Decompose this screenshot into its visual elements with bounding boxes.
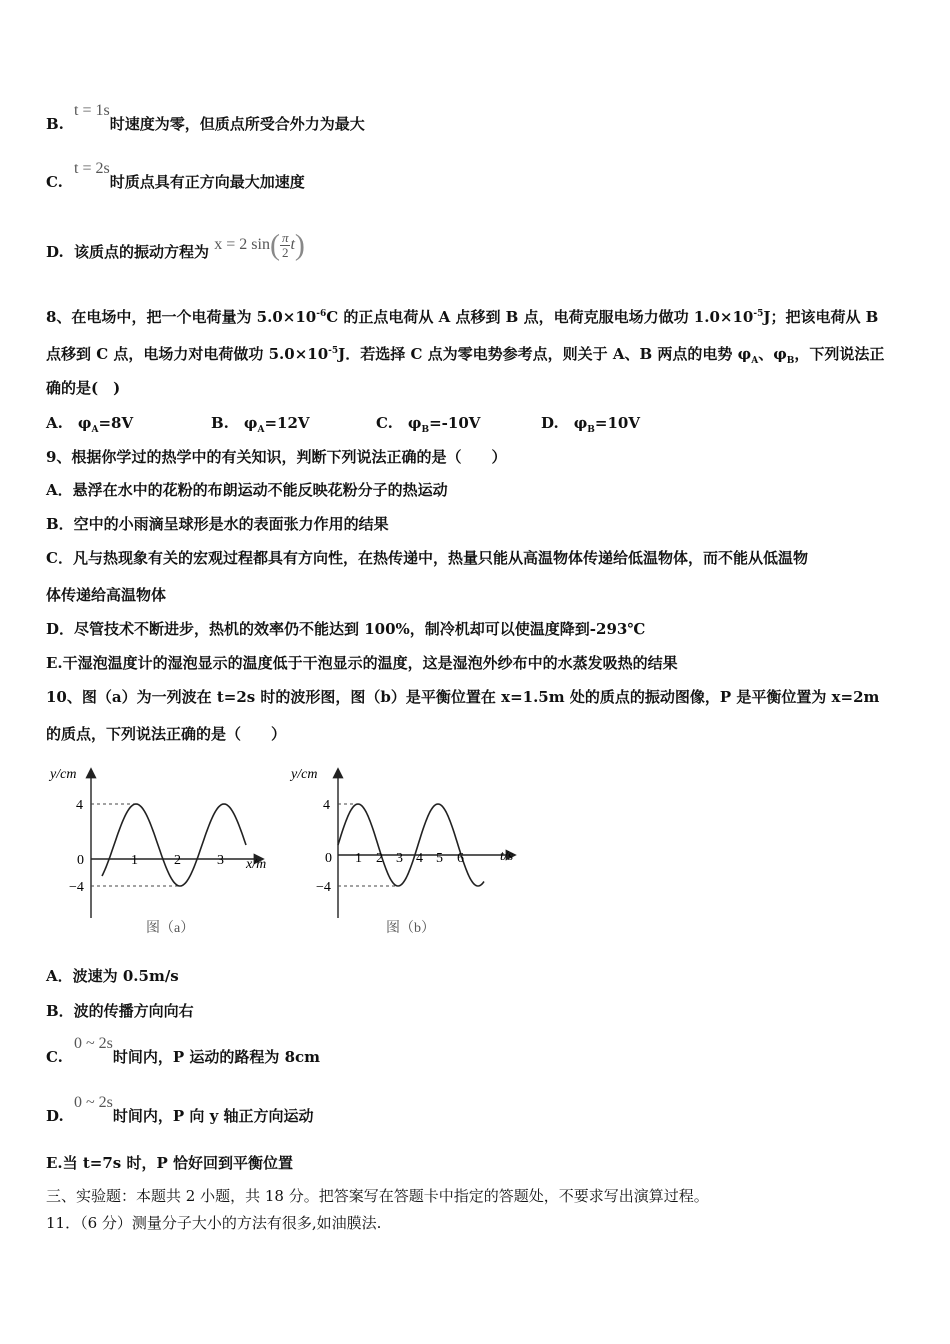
option-text: 时速度为零，但质点所受合外力为最大	[109, 115, 365, 133]
option-text: 该质点的振动方程为	[74, 243, 210, 261]
fig-b-origin: 0	[325, 851, 332, 866]
math-expression: x = 2 sin( $\frac{\pi}{2}$ t)	[214, 228, 305, 262]
fig-b-tick: 5	[436, 851, 443, 866]
q11-stem: 11．（6 分）测量分子大小的方法有很多,如油膜法.	[46, 1214, 382, 1232]
fig-b-tick: 4	[416, 851, 423, 866]
fig-a-tick: 2	[174, 853, 181, 868]
math-expression: t = 2s	[74, 160, 110, 177]
fig-b-ymax: 4	[323, 798, 330, 813]
q10-stem-line1: 10、图（a）为一列波在 t=2s 时的波形图，图（b）是平衡位置在 x=1.5m 处的质点的振动图像，P 是平衡位置为 x=2m	[46, 688, 880, 706]
fig-b-tick: 2	[376, 851, 383, 866]
option-text: 时质点具有正方向最大加速度	[109, 173, 305, 191]
q10-figures	[46, 758, 536, 952]
q9-option-b: B．空中的小雨滴呈球形是水的表面张力作用的结果	[46, 515, 389, 533]
wave-b-curve	[338, 804, 484, 886]
wave-a-curve	[102, 804, 246, 886]
fig-a-caption: 图（a）	[146, 921, 195, 936]
figure-b	[289, 767, 514, 936]
q9-option-a: A．悬浮在水中的花粉的布朗运动不能反映花粉分子的热运动	[46, 481, 448, 499]
q10-option-e: E.当 t=7s 时，P 恰好回到平衡位置	[46, 1154, 293, 1172]
fig-a-origin: 0	[77, 853, 84, 868]
fig-b-xlabel: t/s	[500, 849, 514, 864]
fig-b-tick: 6	[457, 851, 464, 866]
fig-a-tick: 1	[131, 853, 138, 868]
q9-option-c-line2: 体传递给高温物体	[46, 586, 167, 604]
fig-b-caption: 图（b）	[386, 921, 435, 936]
q8-option-c: C. $\varphi_B=-10V$	[376, 414, 481, 435]
math-expression: t = 1s	[74, 102, 110, 119]
q7-option-c	[46, 160, 305, 193]
fig-a-ymin: −4	[69, 880, 84, 895]
fig-a-ylabel: y/cm	[50, 767, 77, 782]
q7-option-b	[46, 102, 365, 135]
fig-a-ymax: 4	[76, 798, 83, 813]
q10-option-b: B．波的传播方向向右	[46, 1002, 194, 1020]
math-expression: 0 ~ 2s	[74, 1035, 113, 1052]
option-letter: D.	[46, 243, 64, 261]
fig-b-ylabel: y/cm	[291, 767, 318, 782]
q9-option-d: D．尽管技术不断进步，热机的效率仍不能达到 100%，制冷机却可以使温度降到-293℃	[46, 620, 646, 638]
section-3-heading: 三、实验题：本题共 2 小题，共 18 分。把答案写在答题卡中指定的答题处，不要求写出演算过程。	[46, 1187, 709, 1205]
option-letter: B.	[46, 115, 64, 133]
q9-option-c-line1: C．凡与热现象有关的宏观过程都具有方向性，在热传递中，热量只能从高温物体传递给低温物体，而不能从低温物	[46, 549, 808, 567]
q9-option-e: E.干湿泡温度计的湿泡显示的温度低于干泡显示的温度，这是湿泡外纱布中的水蒸发吸热的结果	[46, 654, 678, 672]
q8-stem-line3: 确的是( )	[46, 379, 121, 397]
q8-option-b: B. $\varphi_A=12V$	[211, 414, 310, 435]
q8-stem-line2: 点移到 C 点，电场力对电荷做功 $5.0\times 10^{-5}J$．若选择 C 点为零电势参考点，则关于 A、B 两点的电势 $\varphi_A$、$\varphi_B$，下列说法正	[46, 345, 885, 366]
q8-option-a: A. $\varphi_A=8V$	[46, 414, 134, 435]
q10-option-a: A．波速为 0.5m/s	[46, 967, 179, 985]
q10-option-c: C.0 ~ 2s时间内，P 运动的路程为 8cm	[46, 1035, 321, 1066]
q10-stem-line2: 的质点，下列说法正确的是（ ）	[46, 725, 287, 743]
fig-a-xlabel: x/m	[246, 857, 267, 872]
fig-b-ymin: −4	[316, 880, 331, 895]
q9-stem: 9、根据你学过的热学中的有关知识，判断下列说法正确的是（ ）	[46, 448, 507, 466]
fig-b-tick: 1	[355, 851, 362, 866]
q8-option-d: D. $\varphi_B=10V$	[541, 414, 640, 435]
q10-option-d: D.0 ~ 2s时间内，P 向 y 轴正方向运动	[46, 1094, 314, 1125]
option-letter: C.	[46, 173, 63, 191]
fig-b-tick: 3	[396, 851, 403, 866]
math-expression: 0 ~ 2s	[74, 1094, 113, 1111]
q7-option-d	[46, 228, 305, 273]
q8-options	[46, 413, 706, 440]
q8-stem-line1: 8、在电场中，把一个电荷量为 $5.0\times 10^{-6}C$ 的正点电荷从 A 点移到 B 点，电荷克服电场力做功 $1.0\times 10^{-5}J$；把该电荷从 B	[46, 308, 879, 326]
fig-a-tick: 3	[217, 853, 224, 868]
figure-a	[48, 767, 266, 936]
